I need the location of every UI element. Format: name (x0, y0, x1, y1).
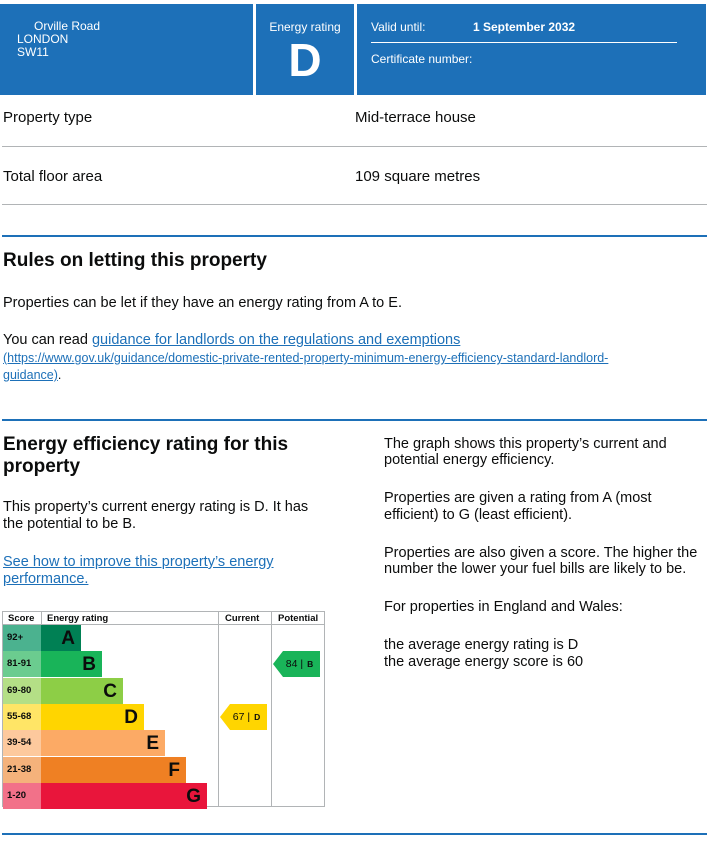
address-postcode: SW11 (17, 45, 49, 59)
efficiency-heading-line2: property (3, 456, 81, 477)
energy-rating-panel (256, 4, 354, 95)
current-letter: D (254, 711, 261, 722)
validity-panel (357, 4, 706, 95)
certificate-number-label: Certificate number: (371, 52, 473, 66)
valid-until-label: Valid until: (371, 20, 426, 34)
column-divider (41, 612, 42, 624)
floor-area-value: 109 square metres (355, 168, 481, 185)
graph-explainer-line1: The graph shows this property’s current and (384, 436, 667, 452)
graph-explainer-line2: potential energy efficiency. (384, 452, 555, 468)
guidance-url-period: . (57, 368, 62, 382)
score-explainer-line2: number the lower your fuel bills are likely to be. (384, 561, 687, 577)
row-divider (2, 204, 707, 205)
address-panel (0, 4, 253, 95)
section-divider (2, 419, 707, 421)
energy-rating-column-header: Energy rating (47, 613, 109, 624)
valid-until-date: 1 September 2032 (473, 20, 576, 34)
floor-area-label: Total floor area (3, 168, 103, 185)
rating-scale-line1: Properties are given a rating from A (most (384, 490, 652, 506)
energy-rating-label: Energy rating (269, 20, 341, 34)
band-score-f: 21-38 (3, 757, 41, 783)
potential-column-header: Potential (278, 613, 319, 624)
column-divider (271, 612, 272, 806)
current-column-header: Current (225, 613, 260, 624)
band-score-g: 1-20 (3, 783, 41, 809)
guidance-url-link-line2[interactable]: guidance) (3, 368, 58, 382)
potential-rating-arrow (273, 651, 320, 677)
current-score: 67 | (232, 710, 251, 723)
address-city: LONDON (17, 32, 69, 46)
band-bar-c: C (41, 678, 123, 704)
band-bar-d: D (41, 704, 144, 730)
band-score-b: 81-91 (3, 651, 41, 677)
energy-efficiency-graph (2, 611, 325, 807)
band-bar-e: E (41, 730, 165, 756)
band-score-a: 92+ (3, 625, 41, 651)
property-type-label: Property type (3, 109, 93, 126)
letting-guidance-text (3, 332, 708, 349)
potential-letter: B (307, 659, 314, 670)
current-rating-value (220, 704, 267, 730)
potential-score: 84 | (285, 658, 304, 671)
efficiency-heading-line1: Energy efficiency rating for this (3, 434, 289, 455)
current-rating-text-line2: the potential to be B. (3, 516, 137, 532)
letting-rule-text: Properties can be let if they have an energy rating from A to E. (3, 295, 402, 311)
letting-heading: Rules on letting this property (3, 250, 267, 271)
england-wales-text: For properties in England and Wales: (384, 599, 623, 615)
property-type-value: Mid-terrace house (355, 109, 476, 126)
energy-rating-letter: D (288, 34, 322, 86)
current-rating-arrow (220, 704, 267, 730)
guidance-prefix: You can read (3, 332, 92, 348)
improve-performance-link[interactable]: See how to improve this property’s energy (3, 554, 274, 570)
guidance-url-end (3, 367, 61, 384)
improve-performance-link-cont[interactable]: performance. (3, 571, 89, 587)
current-rating-text-line1: This property’s current energy rating is D. It has (3, 499, 309, 515)
section-divider (2, 833, 707, 835)
guidance-url (3, 350, 608, 367)
band-bar-a: A (41, 625, 81, 651)
guidance-url-link-line1[interactable]: (https://www.gov.uk/guidance/domestic-private-rented-property-minimum-energy-efficiency-standard-landlord- (3, 351, 609, 365)
band-score-d: 55-68 (3, 704, 41, 730)
section-divider (2, 235, 707, 237)
column-divider (218, 612, 219, 806)
potential-rating-value (273, 651, 320, 677)
band-bar-b: B (41, 651, 102, 677)
row-divider (2, 146, 707, 147)
score-explainer-line1: Properties are also given a score. The higher the (384, 545, 698, 561)
validity-divider (371, 42, 677, 43)
rating-scale-line2: efficient) to G (least efficient). (384, 507, 573, 523)
average-rating-text: the average energy rating is D (384, 637, 579, 653)
band-bar-f: F (41, 757, 186, 783)
improve-link-line2-wrap (3, 571, 88, 588)
improve-link-line1-wrap (3, 554, 274, 571)
score-column-header: Score (8, 613, 35, 624)
landlord-guidance-link[interactable]: guidance for landlords on the regulations and exemptions (91, 332, 461, 348)
address-street: Orville Road (34, 19, 101, 33)
band-bar-g: G (41, 783, 207, 809)
band-score-c: 69-80 (3, 678, 41, 704)
band-score-e: 39-54 (3, 730, 41, 756)
average-score-text: the average energy score is 60 (384, 654, 584, 670)
